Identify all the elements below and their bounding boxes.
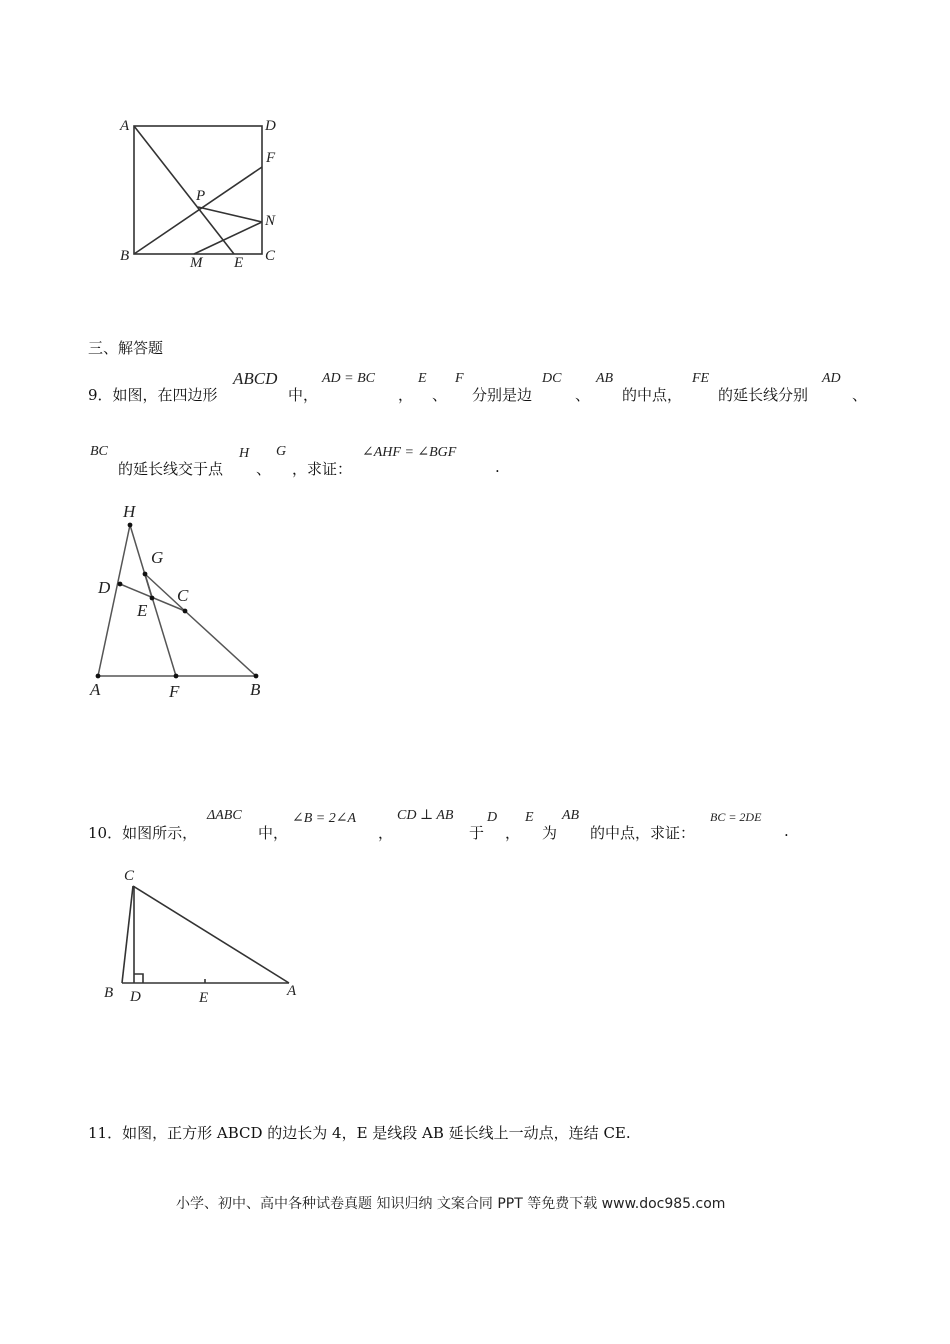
q9-number: 9．如图，在四边形 bbox=[88, 386, 218, 404]
label-G: G bbox=[151, 548, 164, 567]
label-A: A bbox=[287, 983, 297, 999]
q9-text: 的延长线分别 bbox=[718, 386, 809, 404]
q9-math-abcd: ABCD bbox=[233, 369, 278, 388]
figure-triangle-abc bbox=[100, 862, 310, 1007]
label-E: E bbox=[234, 255, 244, 271]
q10-math-perp: CD ⊥ AB bbox=[397, 808, 454, 823]
label-F: F bbox=[266, 150, 276, 166]
label-E: E bbox=[199, 990, 209, 1006]
q10-math-triangle: ΔABC bbox=[207, 808, 242, 823]
q9-text: 、 bbox=[852, 386, 868, 404]
figure-square-abcd bbox=[110, 110, 310, 275]
q9-math-ad-bc: AD = BC bbox=[322, 371, 375, 386]
q10-text: 的中点，求证： bbox=[590, 824, 696, 842]
question-11: 11．如图，正方形 ABCD 的边长为 4，E 是线段 AB 延长线上一动点，连结 CE. bbox=[88, 1124, 631, 1142]
q9-math-h: H bbox=[239, 446, 250, 461]
section-title: 三、解答题 bbox=[88, 339, 164, 357]
q9-math-dc: DC bbox=[542, 371, 562, 386]
q9-math-claim: ∠AHF = ∠BGF bbox=[362, 445, 457, 460]
label-C: C bbox=[265, 248, 276, 264]
q10-text: 为 bbox=[542, 824, 558, 842]
q9-text: 中， bbox=[288, 386, 319, 404]
q9-text: 、 bbox=[256, 460, 272, 478]
label-H: H bbox=[123, 502, 136, 521]
page-footer: 小学、初中、高中各种试卷真题 知识归纳 文案合同 PPT 等免费下载 www.doc985.com bbox=[176, 1196, 726, 1212]
label-E: E bbox=[137, 601, 148, 620]
q9-math-bc: BC bbox=[90, 444, 108, 459]
label-F: F bbox=[169, 682, 180, 701]
q10-math-angle: ∠B = 2∠A bbox=[292, 811, 357, 826]
label-M: M bbox=[190, 255, 203, 271]
label-B: B bbox=[120, 248, 130, 264]
q9-text: 的延长线交于点 bbox=[118, 460, 224, 478]
label-C: C bbox=[177, 586, 189, 605]
q9-text: 的中点， bbox=[622, 386, 683, 404]
q9-math-g: G bbox=[276, 444, 287, 459]
q9-math-fe: FE bbox=[692, 371, 710, 386]
label-B: B bbox=[250, 680, 261, 699]
label-A: A bbox=[120, 118, 130, 134]
label-D: D bbox=[265, 118, 276, 134]
label-A: A bbox=[90, 680, 101, 699]
label-D: D bbox=[98, 578, 111, 597]
label-C: C bbox=[124, 868, 135, 884]
q10-math-e: E bbox=[525, 810, 534, 825]
q9-text: 、 bbox=[432, 386, 448, 404]
q10-text: 中， bbox=[258, 824, 289, 842]
q9-math-ad: AD bbox=[822, 371, 841, 386]
q9-text: . bbox=[495, 458, 500, 476]
q10-text: ， bbox=[378, 824, 394, 842]
q10-text: ， bbox=[505, 824, 521, 842]
label-P: P bbox=[196, 188, 206, 204]
q9-text: 、 bbox=[575, 386, 591, 404]
q10-math-claim: BC = 2DE bbox=[710, 810, 762, 824]
q9-math-f: F bbox=[455, 371, 464, 386]
q9-text: ， bbox=[398, 386, 414, 404]
q9-math-ab: AB bbox=[596, 371, 614, 386]
label-D: D bbox=[130, 989, 141, 1005]
label-N: N bbox=[265, 213, 276, 229]
q10-text: . bbox=[784, 822, 789, 840]
q10-math-d: D bbox=[487, 810, 498, 825]
q9-text: ，求证： bbox=[292, 460, 353, 478]
q9-text: 分别是边 bbox=[472, 386, 533, 404]
figure-quadrilateral-abcd bbox=[85, 495, 285, 705]
q10-text: 于 bbox=[469, 824, 485, 842]
q10-math-ab: AB bbox=[562, 808, 580, 823]
q9-math-e: E bbox=[418, 371, 427, 386]
label-B: B bbox=[104, 985, 114, 1001]
q10-number: 10．如图所示， bbox=[88, 824, 198, 842]
